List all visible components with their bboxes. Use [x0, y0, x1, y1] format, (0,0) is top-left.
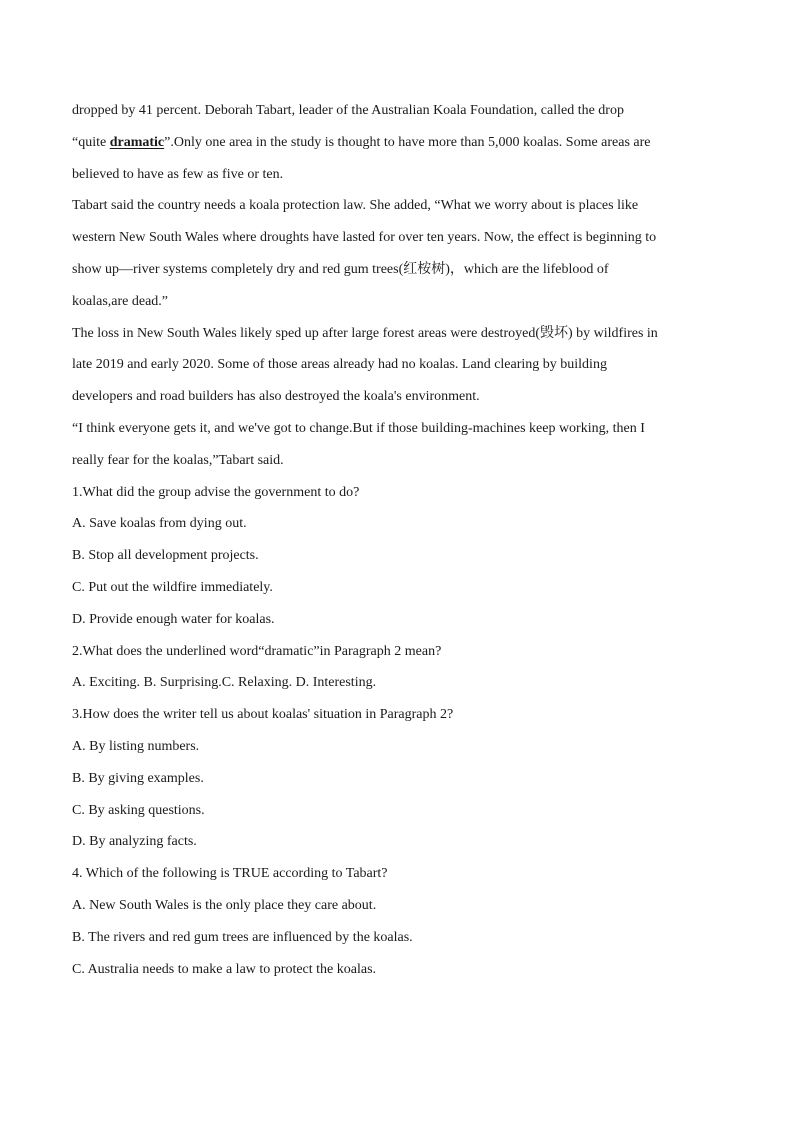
answer-option: B. By giving examples.	[72, 770, 204, 786]
question-stem: 2.What does the underlined word“dramatic”in Paragraph 2 mean?	[72, 643, 442, 659]
answer-option: A. Save koalas from dying out.	[72, 516, 247, 532]
question-1	[72, 477, 722, 636]
answer-option: A. New South Wales is the only place they care about.	[72, 897, 377, 913]
answer-option: B. The rivers and red gum trees are influenced by the koalas.	[72, 929, 413, 945]
passage-line: show up—river systems completely dry and red gum trees(红桉树)，which are the lifeblood of	[72, 261, 609, 277]
passage-text: ”.Only one area in the study is thought to have more than 5,000 koalas. Some areas are	[164, 134, 651, 150]
answer-option: D. Provide enough water for koalas.	[72, 611, 275, 627]
answer-option: C. Australia needs to make a law to protect the koalas.	[72, 961, 377, 977]
answer-option: C. Put out the wildfire immediately.	[72, 579, 273, 595]
answer-options-row: A. Exciting. B. Surprising.C. Relaxing. D. Interesting.	[72, 675, 377, 691]
reading-passage	[72, 95, 722, 477]
passage-line: “I think everyone gets it, and we've got to change.But if those building-machines keep working, then I	[72, 420, 645, 436]
passage-line: The loss in New South Wales likely sped up after large forest areas were destroyed(毁坏) by wildfires in	[72, 325, 658, 341]
passage-line: developers and road builders has also destroyed the koala's environment.	[72, 389, 480, 405]
passage-line: koalas,are dead.”	[72, 293, 168, 309]
passage-line: dropped by 41 percent. Deborah Tabart, leader of the Australian Koala Foundation, called the drop	[72, 103, 624, 118]
passage-line: western New South Wales where droughts have lasted for over ten years. Now, the effect is beginning to	[72, 230, 657, 246]
passage-line: late 2019 and early 2020. Some of those areas already had no koalas. Land clearing by building	[72, 357, 607, 373]
answer-option: D. By analyzing facts.	[72, 834, 197, 850]
question-3	[72, 699, 722, 858]
answer-option: C. By asking questions.	[72, 802, 205, 818]
passage-line: really fear for the koalas,”Tabart said.	[72, 452, 284, 468]
document-page	[72, 95, 722, 985]
passage-line	[72, 127, 722, 159]
answer-option: B. Stop all development projects.	[72, 548, 259, 564]
underlined-word: dramatic	[109, 134, 165, 150]
question-4	[72, 858, 722, 985]
answer-option: A. By listing numbers.	[72, 738, 200, 754]
question-stem: 3.How does the writer tell us about koalas' situation in Paragraph 2?	[72, 707, 454, 723]
passage-text: “quite	[72, 134, 110, 150]
question-stem: 1.What did the group advise the government to do?	[72, 484, 360, 500]
question-2	[72, 636, 722, 700]
passage-line: believed to have as few as five or ten.	[72, 166, 284, 182]
question-stem: 4. Which of the following is TRUE according to Tabart?	[72, 866, 388, 882]
passage-line: Tabart said the country needs a koala protection law. She added, “What we worry about is places like	[72, 198, 639, 214]
